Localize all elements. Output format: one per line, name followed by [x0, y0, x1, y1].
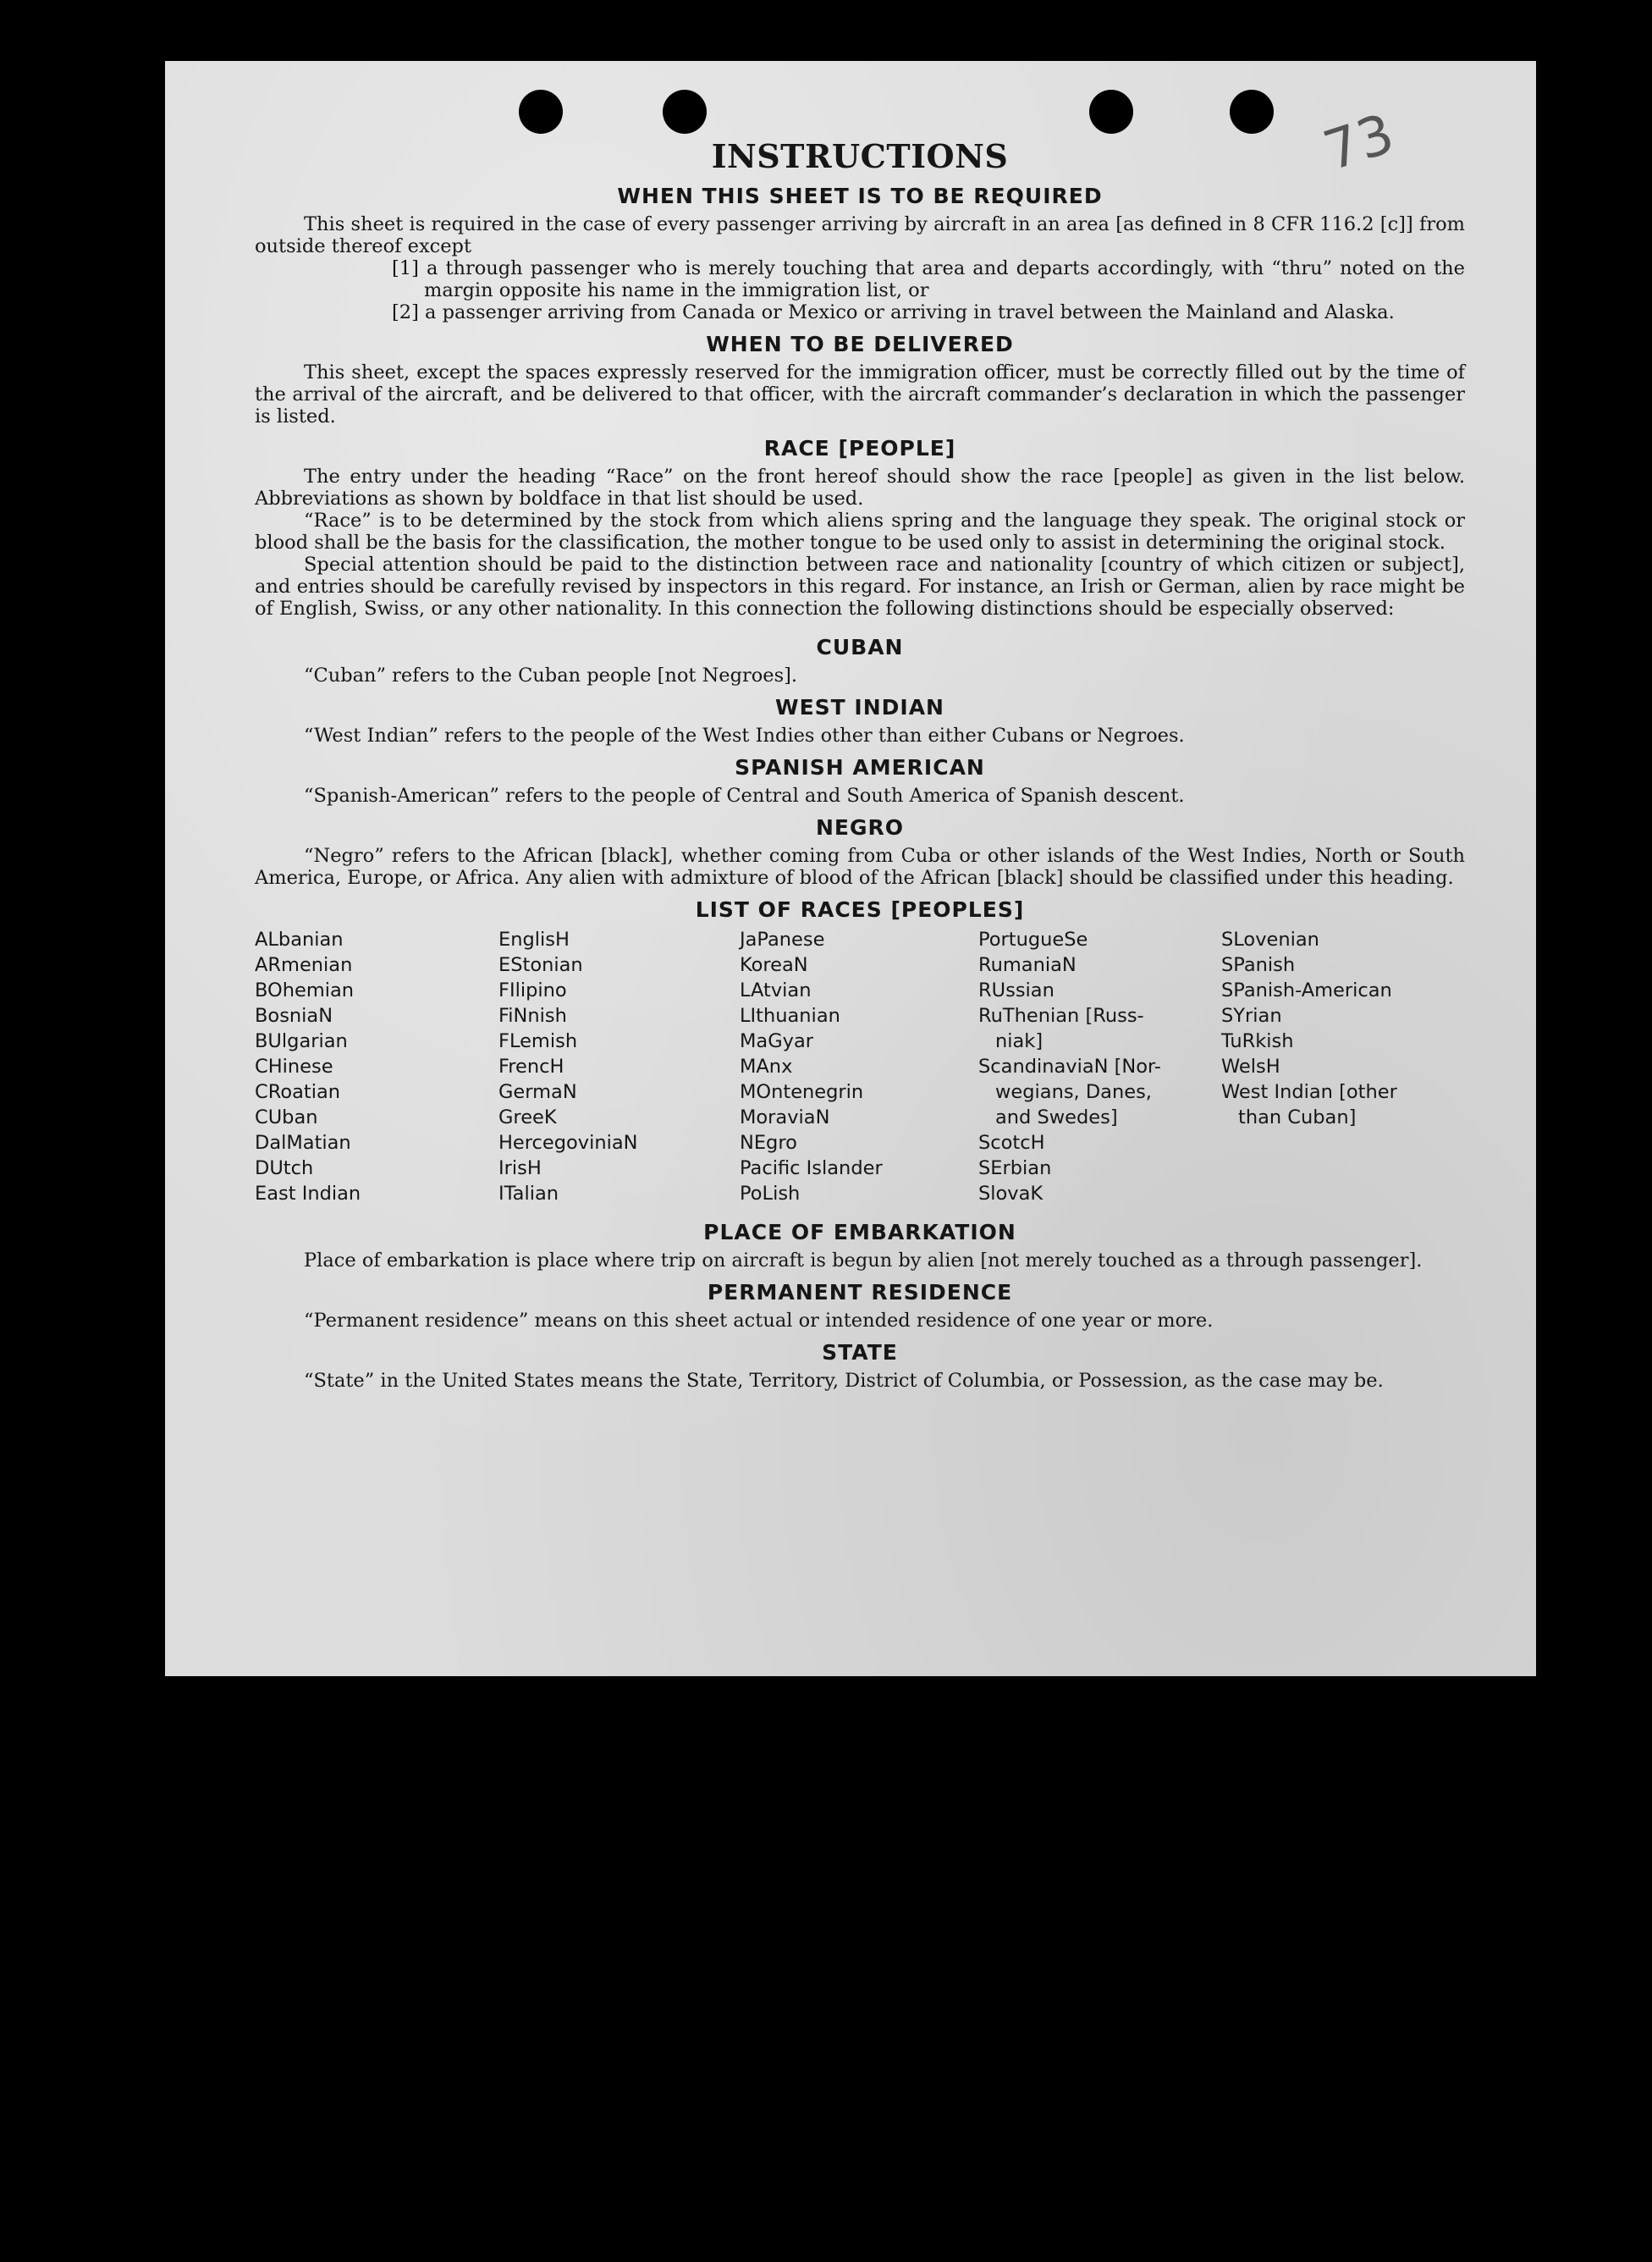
paragraph: Place of embarkation is place where trip on aircraft is begun by alien [not merely touched as a through passenger].: [304, 1250, 1423, 1272]
race-entry: LAtvian: [740, 979, 812, 1001]
race-entry: MOntenegrin: [740, 1081, 864, 1103]
paragraph: “State” in the United States means the State, Territory, District of Columbia, or Possession, as the case may be.: [304, 1370, 1384, 1392]
race-entry: EnglisH: [498, 929, 570, 951]
race-entry: ALbanian: [255, 929, 344, 951]
race-entry: FLemish: [498, 1030, 578, 1052]
race-entry: SPanish-American: [1221, 979, 1392, 1001]
race-entry: PoLish: [740, 1183, 801, 1205]
race-entry: RumaniaN: [978, 954, 1077, 976]
races-list: [255, 927, 1465, 1206]
document-sheet: [165, 61, 1536, 1676]
race-entry: FIlipino: [498, 979, 567, 1001]
race-entry: DUtch: [255, 1157, 314, 1179]
race-entry: DalMatian: [255, 1132, 351, 1154]
heading-cuban: CUBAN: [816, 635, 904, 659]
race-entry: wegians, Danes,: [995, 1081, 1152, 1103]
race-entry: CRoatian: [255, 1081, 341, 1103]
race-entry: SlovaK: [978, 1183, 1044, 1205]
race-entry: PortugueSe: [978, 929, 1088, 951]
race-entry: FrencH: [498, 1056, 564, 1078]
race-entry: Pacific Islander: [740, 1157, 883, 1179]
races-column: [498, 927, 740, 1206]
heading-required: WHEN THIS SHEET IS TO BE REQUIRED: [617, 184, 1103, 208]
race-entry: EStonian: [498, 954, 583, 976]
heading-spanish-american: SPANISH AMERICAN: [735, 755, 985, 780]
race-entry: and Swedes]: [995, 1106, 1118, 1128]
race-entry: West Indian [other: [1221, 1081, 1397, 1103]
page-title: INSTRUCTIONS: [711, 137, 1009, 175]
paragraph: “Permanent residence” means on this sheet actual or intended residence of one year or more.: [304, 1310, 1214, 1332]
race-entry: ITalian: [498, 1183, 559, 1205]
race-entry: BosniaN: [255, 1005, 333, 1027]
paragraph: Special attention should be paid to the distinction between race and nationality [country of which citizen or subject], and entries should be carefully revised by inspectors in this regard. For instance, an Irish or German, alien by race might be of English, Swiss, or any other nationality. In this connection the following distinctions should be especially observed:: [255, 554, 1465, 620]
race-entry: ARmenian: [255, 954, 353, 976]
heading-residence: PERMANENT RESIDENCE: [707, 1280, 1013, 1305]
race-entry: MoraviaN: [740, 1106, 830, 1128]
race-entry: RUssian: [978, 979, 1055, 1001]
paragraph: The entry under the heading “Race” on the front hereof should show the race [people] as given in the list below. Abbreviations as shown by boldface in that list should be used.: [255, 466, 1465, 510]
race-entry: HercegoviniaN: [498, 1132, 638, 1154]
race-entry: GermaN: [498, 1081, 577, 1103]
race-entry: MAnx: [740, 1056, 793, 1078]
paragraph: This sheet, except the spaces expressly reserved for the immigration officer, must be correctly filled out by the time of the arrival of the aircraft, and be delivered to that officer, with the aircraft commander’s declaration in which the passenger is listed.: [255, 361, 1465, 428]
race-entry: niak]: [995, 1030, 1044, 1052]
race-entry: East Indian: [255, 1183, 361, 1205]
races-column: [740, 927, 978, 1206]
paragraph: “Negro” refers to the African [black], whether coming from Cuba or other islands of the West Indies, North or South America, Europe, or Africa. Any alien with admixture of blood of the African [black] should be classified under this heading.: [255, 845, 1465, 889]
race-entry: RuThenian [Russ-: [978, 1005, 1144, 1027]
race-entry: SYrian: [1221, 1005, 1282, 1027]
paragraph: “West Indian” refers to the people of the West Indies other than either Cubans or Negroes.: [304, 725, 1185, 747]
punch-hole: [1089, 90, 1133, 134]
heading-west-indian: WEST INDIAN: [775, 695, 944, 720]
heading-negro: NEGRO: [815, 815, 905, 840]
race-entry: ScandinaviaN [Nor-: [978, 1056, 1161, 1078]
races-column: [255, 927, 498, 1206]
race-entry: IrisH: [498, 1157, 542, 1179]
race-entry: than Cuban]: [1238, 1106, 1357, 1128]
paragraph: “Spanish-American” refers to the people of Central and South America of Spanish descent.: [304, 785, 1185, 807]
race-entry: BUlgarian: [255, 1030, 348, 1052]
race-entry: MaGyar: [740, 1030, 813, 1052]
race-entry: SErbian: [978, 1157, 1052, 1179]
paragraph: “Race” is to be determined by the stock from which aliens spring and the language they speak. The original stock or blood shall be the basis for the classification, the mother tongue to be used only to assist in determining the original stock.: [255, 510, 1465, 554]
heading-embarkation: PLACE OF EMBARKATION: [703, 1220, 1016, 1244]
races-column: [978, 927, 1221, 1206]
race-entry: ScotcH: [978, 1132, 1045, 1154]
race-entry: SLovenian: [1221, 929, 1319, 951]
race-entry: CUban: [255, 1106, 318, 1128]
paragraph: This sheet is required in the case of every passenger arriving by aircraft in an area [as defined in 8 CFR 116.2 [c]] from outside thereof except: [255, 213, 1465, 257]
race-entry: JaPanese: [740, 929, 825, 951]
race-entry: NEgro: [740, 1132, 797, 1154]
race-entry: FiNnish: [498, 1005, 567, 1027]
list-item: [1] a through passenger who is merely touching that area and departs accordingly, with “thru” noted on the margin opposite his name in the immigration list, or: [392, 257, 1465, 301]
race-entry: LIthuanian: [740, 1005, 840, 1027]
race-entry: CHinese: [255, 1056, 333, 1078]
heading-race: RACE [PEOPLE]: [763, 436, 956, 461]
race-entry: WelsH: [1221, 1056, 1280, 1078]
heading-list-of-races: LIST OF RACES [PEOPLES]: [695, 897, 1025, 922]
races-column: [1221, 927, 1465, 1206]
handwritten-annotation: 73: [1316, 102, 1401, 184]
punch-hole: [663, 90, 707, 134]
race-entry: GreeK: [498, 1106, 557, 1128]
heading-delivered: WHEN TO BE DELIVERED: [706, 332, 1014, 356]
race-entry: SPanish: [1221, 954, 1296, 976]
race-entry: BOhemian: [255, 979, 355, 1001]
race-entry: TuRkish: [1221, 1030, 1294, 1052]
list-item: [2] a passenger arriving from Canada or Mexico or arriving in travel between the Mainland and Alaska.: [392, 301, 1395, 323]
punch-hole: [519, 90, 563, 134]
paragraph: “Cuban” refers to the Cuban people [not Negroes].: [304, 665, 798, 687]
instructions-content: [255, 137, 1465, 1392]
punch-hole: [1230, 90, 1274, 134]
heading-state: STATE: [822, 1340, 898, 1365]
race-entry: KoreaN: [740, 954, 808, 976]
